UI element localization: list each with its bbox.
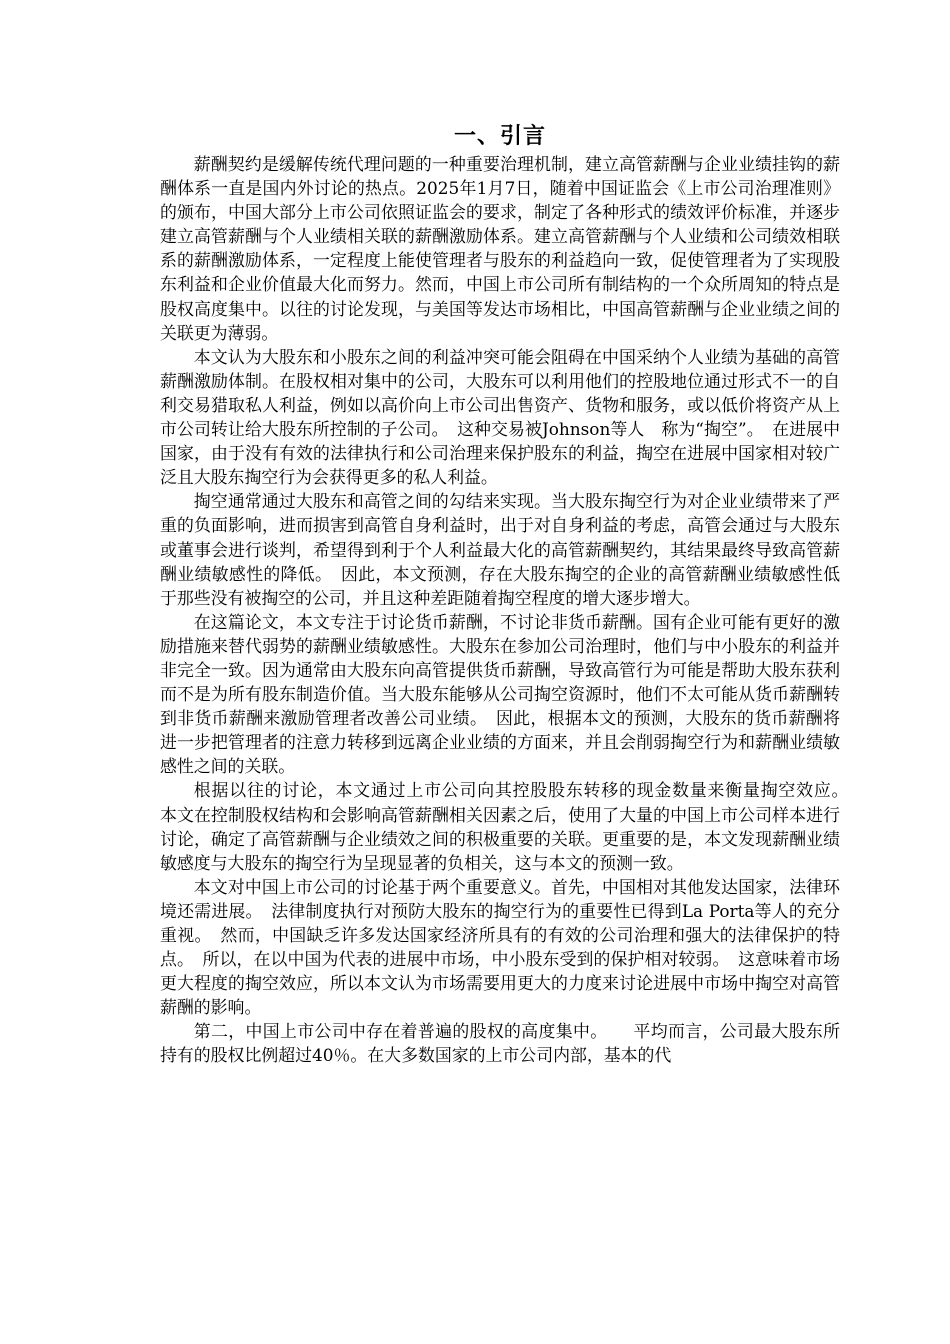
- paragraph-7: 第二，中国上市公司中存在着普遍的股权的高度集中。 平均而言，公司最大股东所持有的股权比例超过40％。在大多数国家的上市公司内部，基本的代: [160, 1021, 840, 1066]
- paragraph-2: 本文认为大股东和小股东之间的利益冲突可能会阻碍在中国采纳个人业绩为基础的高管薪酬激励体制。在股权相对集中的公司，大股东可以利用他们的控股地位通过形式不一的自利交易猎取私人利益，例如以高价向上市公司出售资产、货物和服务，或以低价将资产从上市公司转让给大股东所控制的子公司。 这种交易被Johnson等人 称为“掏空”。 在进展中国家，由于没有有效的法律执行和公司治理来保护股东的利益，掏空在进展中国家相对较广泛且大股东掏空行为会获得更多的私人利益。: [160, 346, 840, 488]
- section-title: 一、引言: [453, 124, 546, 149]
- document-page: [160, 122, 857, 1068]
- paragraph-5: 根据以往的讨论，本文通过上市公司向其控股股东转移的现金数量来衡量掏空效应。 本文在控制股权结构和会影响高管薪酬相关因素之后，使用了大量的中国上市公司样本进行讨论，确定了高管薪酬与企业绩效之间的积极重要的关联。更重要的是，本文发现薪酬业绩敏感度与大股东的掏空行为呈现显著的负相关，这与本文的预测一致。: [160, 780, 857, 873]
- paragraph-4: 在这篇论文，本文专注于讨论货币薪酬，不讨论非货币薪酬。国有企业可能有更好的激励措施来替代弱势的薪酬业绩敏感性。大股东在参加公司治理时，他们与中小股东的利益并非完全一致。因为通常由大股东向高管提供货币薪酬，导致高管行为可能是帮助大股东获利而不是为所有股东制造价值。当大股东能够从公司掏空资源时，他们不太可能从货币薪酬转到非货币薪酬来激励管理者改善公司业绩。 因此，根据本文的预测，大股东的货币薪酬将进一步把管理者的注意力转移到远离企业业绩的方面来，并且会削弱掏空行为和薪酬业绩敏感性之间的关联。: [160, 611, 840, 777]
- paragraph-6: 本文对中国上市公司的讨论基于两个重要意义。首先，中国相对其他发达国家，法律环境还需进展。 法律制度执行对预防大股东的掏空行为的重要性已得到La Porta等人的充分重视。 然而，中国缺乏许多发达国家经济所具有的有效的公司治理和强大的法律保护的特点。 所以，在以中国为代表的进展中市场，中小股东受到的保护相对较弱。 这意味着市场更大程度的掏空效应，所以本文认为市场需要用更大的力度来讨论进展中市场中掏空对高管薪酬的影响。: [160, 876, 840, 1018]
- paragraph-1: 薪酬契约是缓解传统代理问题的一种重要治理机制，建立高管薪酬与企业业绩挂钩的薪酬体系一直是国内外讨论的热点。2025年1月7日，随着中国证监会《上市公司治理准则》的颁布，中国大部分上市公司依照证监会的要求，制定了各种形式的绩效评价标准，并逐步建立高管薪酬与个人业绩相关联的薪酬激励体系。建立高管薪酬与个人业绩和公司绩效相联系的薪酬激励体系，一定程度上能使管理者与股东的利益趋向一致，促使管理者为了实现股东利益和企业价值最大化而努力。然而，中国上市公司所有制结构的一个众所周知的特点是股权高度集中。以往的讨论发现，与美国等发达市场相比，中国高管薪酬与企业业绩之间的关联更为薄弱。: [160, 154, 840, 343]
- paragraph-3: 掏空通常通过大股东和高管之间的勾结来实现。当大股东掏空行为对企业业绩带来了严重的负面影响，进而损害到高管自身利益时，出于对自身利益的考虑，高管会通过与大股东或董事会进行谈判，希望得到利于个人利益最大化的高管薪酬契约，其结果最终导致高管薪酬业绩敏感性的降低。 因此，本文预测，存在大股东掏空的企业的高管薪酬业绩敏感性低于那些没有被掏空的公司，并且这种差距随着掏空程度的增大逐步增大。: [160, 491, 840, 608]
